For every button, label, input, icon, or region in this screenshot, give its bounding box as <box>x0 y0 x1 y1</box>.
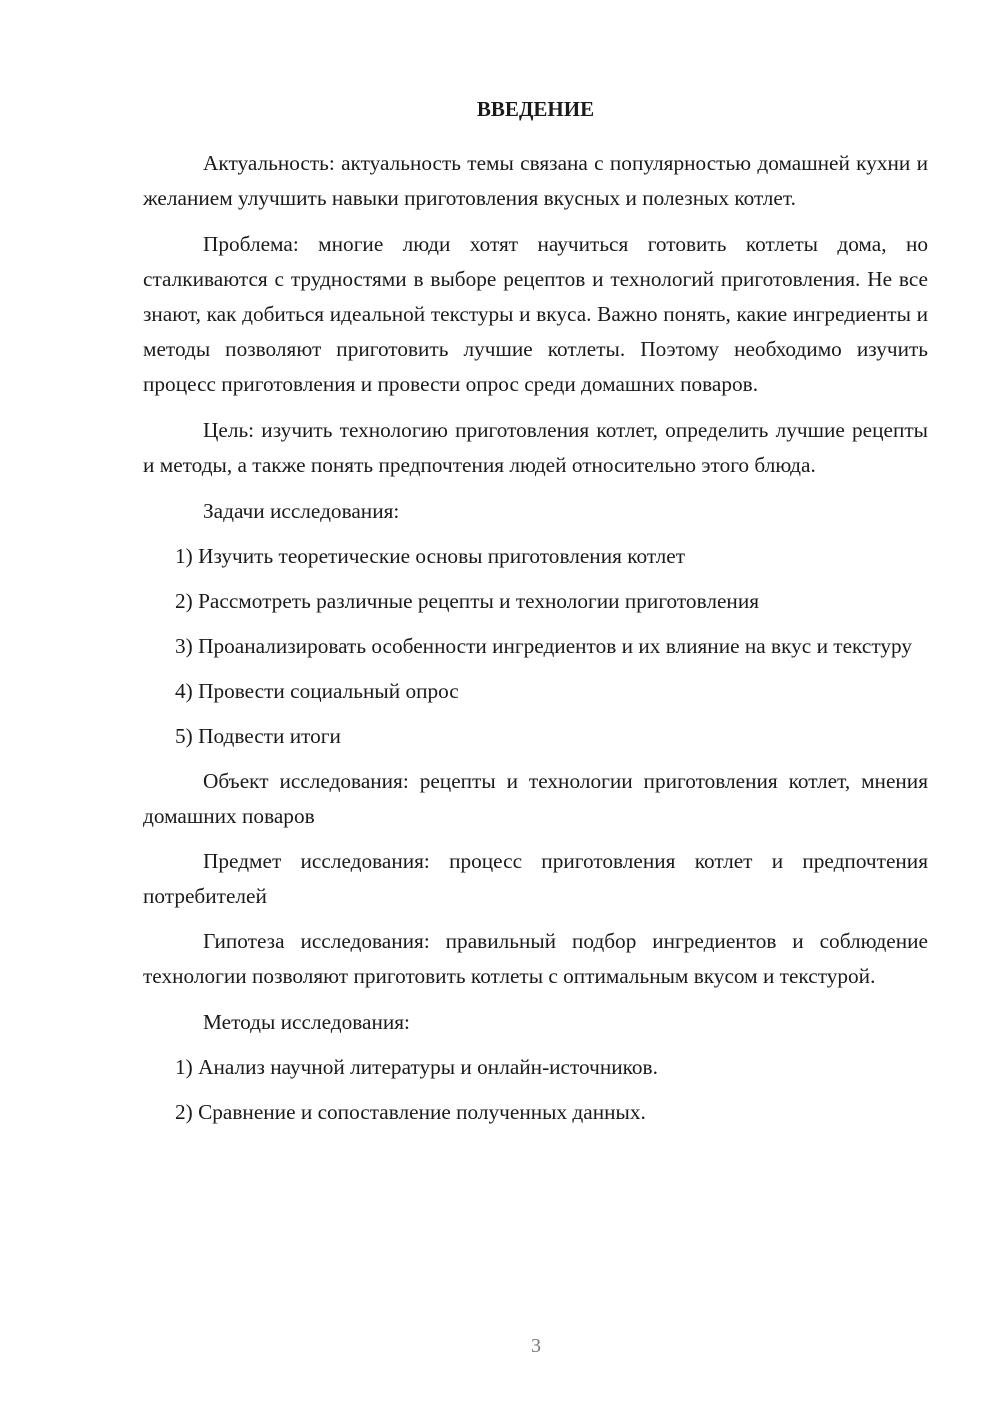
section-heading: ВВЕДЕНИЕ <box>476 97 595 121</box>
task-item: 5) Подвести итоги <box>175 724 341 748</box>
paragraph-hypothesis: Гипотеза исследования: правильный подбор ингредиентов и соблюдение технологии позволяют приготовить котлеты с оптимальным вкусом и текстурой. <box>143 929 928 988</box>
paragraph-object: Объект исследования: рецепты и технологии приготовления котлет, мнения домашних поваров <box>143 769 928 828</box>
method-item: 1) Анализ научной литературы и онлайн-источников. <box>175 1055 658 1079</box>
tasks-title: Задачи исследования: <box>203 499 400 523</box>
task-item: 1) Изучить теоретические основы приготовления котлет <box>175 544 686 568</box>
document-page <box>143 92 928 1130</box>
paragraph-subject: Предмет исследования: процесс приготовления котлет и предпочтения потребителей <box>143 849 928 908</box>
page-number: 3 <box>531 1335 541 1357</box>
task-item: 2) Рассмотреть различные рецепты и технологии приготовления <box>175 589 760 613</box>
task-item: 4) Провести социальный опрос <box>175 679 459 703</box>
task-item: 3) Проанализировать особенности ингредиентов и их влияние на вкус и текстуру <box>175 634 913 658</box>
paragraph-problem: Проблема: многие люди хотят научиться готовить котлеты дома, но сталкиваются с трудностями в выборе рецептов и технологий приготовления. Не все знают, как добиться идеальной текстуры и вкуса. Важно понять, какие ингредиенты и методы позволяют приготовить лучшие котлеты. Поэтому необходимо изучить процесс приготовления и провести опрос среди домашних поваров. <box>143 232 928 396</box>
methods-title: Методы исследования: <box>203 1010 410 1034</box>
paragraph-relevance: Актуальность: актуальность темы связана с популярностью домашней кухни и желанием улучшить навыки приготовления вкусных и полезных котлет. <box>143 151 928 210</box>
paragraph-goal: Цель: изучить технологию приготовления котлет, определить лучшие рецепты и методы, а также понять предпочтения людей относительно этого блюда. <box>143 418 928 477</box>
method-item: 2) Сравнение и сопоставление полученных данных. <box>175 1100 646 1124</box>
